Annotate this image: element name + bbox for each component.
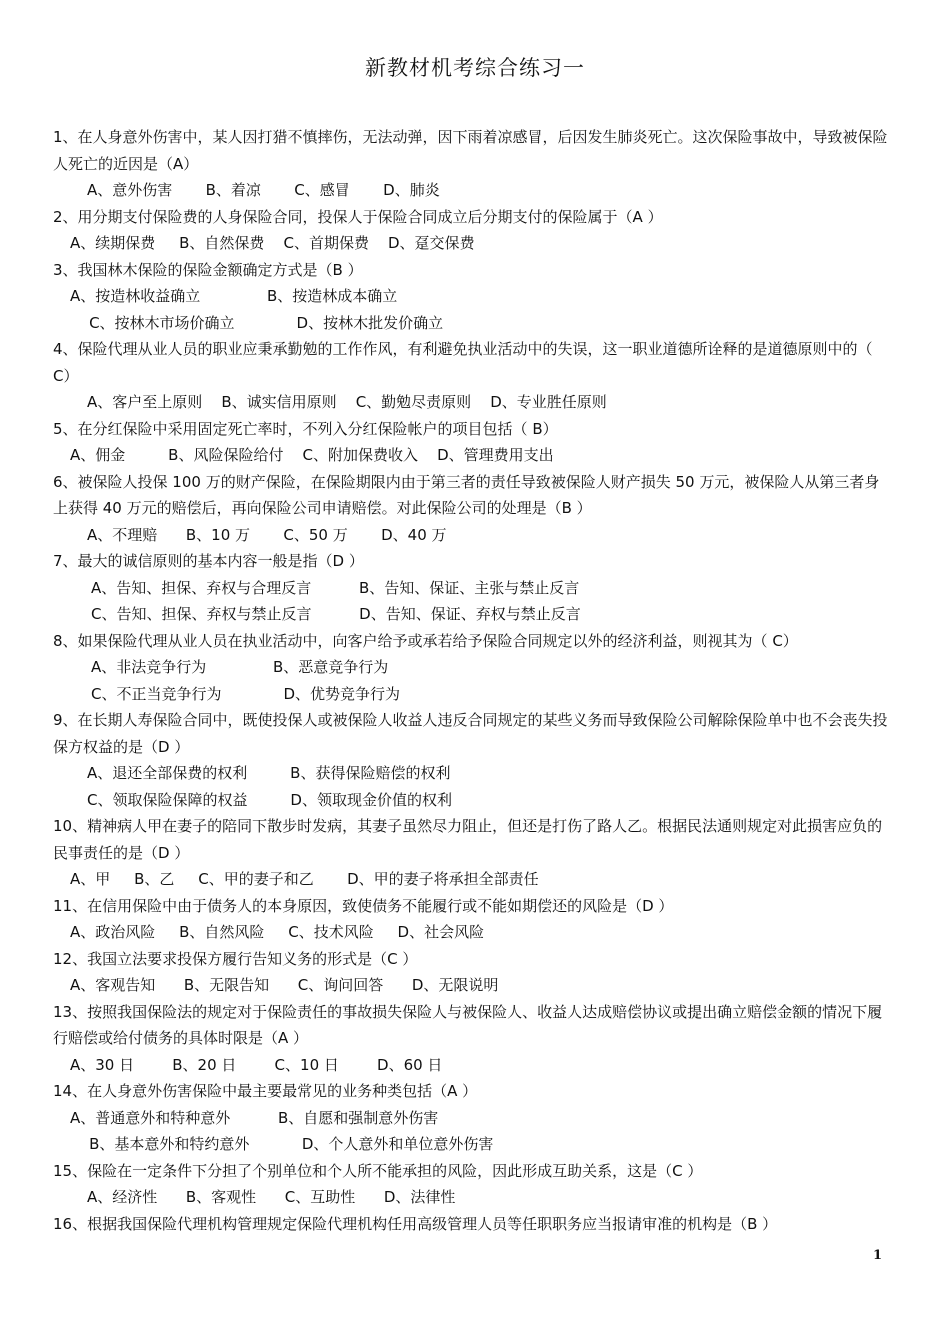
question-options: A、佣金 B、风险保险给付 C、附加保费收入 D、管理费用支出 — [70, 446, 554, 464]
question-options: A、普通意外和特种意外 B、自愿和强制意外伤害 — [70, 1108, 439, 1127]
question-stem: 6、被保险人投保 100 万的财产保险，在保险期限内由于第三者的责任导致被保险人财产损失 50 万元，被保险人从第三者身上获得 40 万元的赔偿后，再向保险公司申请赔偿。对此保险公司的处理是（B ） — [53, 472, 880, 517]
question-stem: 16、根据我国保险代理机构管理规定保险代理机构任用高级管理人员等任职职务应当报请审准的机构是（B ） — [53, 1214, 778, 1233]
question-stem: 8、如果保险代理从业人员在执业活动中，向客户给予或承若给予保险合同规定以外的经济利益，则视其为（ C） — [53, 631, 798, 650]
question-options: A、非法竞争行为 B、恶意竞争行为 — [91, 658, 389, 676]
question-stem: 7、最大的诚信原则的基本内容一般是指（D ） — [53, 552, 364, 570]
question-options: A、客观告知 B、无限告知 C、询问回答 D、无限说明 — [70, 976, 499, 994]
question-options: A、经济性 B、客观性 C、互助性 D、法律性 — [87, 1188, 456, 1206]
question-options: C、按林木市场价确立 D、按林木批发价确立 — [70, 313, 444, 332]
question-stem: 12、我国立法要求投保方履行告知义务的形式是（C ） — [53, 949, 418, 968]
question-options: A、续期保费 B、自然保费 C、首期保费 D、趸交保费 — [70, 234, 475, 252]
question-list — [53, 124, 888, 1237]
question-options: A、告知、担保、弃权与合理反言 B、告知、保证、主张与禁止反言 — [91, 578, 580, 597]
question-options: A、意外伤害 B、着凉 C、感冒 D、肺炎 — [87, 181, 440, 199]
question-options: C、告知、担保、弃权与禁止反言 D、告知、保证、弃权与禁止反言 — [91, 605, 581, 623]
question-stem: 2、用分期支付保险费的人身保险合同，投保人于保险合同成立后分期支付的保险属于（A ） — [53, 207, 663, 226]
question-options: A、甲 B、乙 C、甲的妻子和乙 D、甲的妻子将承担全部责任 — [70, 870, 539, 888]
question-options: A、不理赔 B、10 万 C、50 万 D、40 万 — [87, 525, 447, 544]
question-stem: 15、保险在一定条件下分担了个别单位和个人所不能承担的风险，因此形成互助关系，这是（C ） — [53, 1161, 703, 1180]
question-options: A、按造林收益确立 B、按造林成本确立 — [70, 287, 398, 305]
document-title: 新教材机考综合练习一 — [365, 56, 585, 80]
question-stem: 5、在分红保险中采用固定死亡率时，不列入分红保险帐户的项目包括（ B） — [53, 419, 558, 438]
page-number: 1 — [872, 1248, 882, 1263]
question-stem: 4、保险代理从业人员的职业应秉承勤勉的工作作风，有利避免执业活动中的失误，这一职业道德所诠释的是道德原则中的（ C） — [53, 340, 873, 385]
question-options: A、30 日 B、20 日 C、10 日 D、60 日 — [70, 1055, 443, 1074]
question-stem: 9、在长期人寿保险合同中，既使投保人或被保险人收益人违反合同规定的某些义务而导致保险公司解除保险单中也不会丧失投保方权益的是（D ） — [53, 711, 888, 756]
question-stem: 1、在人身意外伤害中，某人因打猎不慎摔伤，无法动弹，因下雨着凉感冒，后因发生肺炎死亡。这次保险事故中，导致被保险人死亡的近因是（A） — [53, 128, 888, 173]
question-stem: 14、在人身意外伤害保险中最主要最常见的业务种类包括（A ） — [53, 1082, 478, 1100]
question-options: A、退还全部保费的权利 B、获得保险赔偿的权利 — [87, 764, 451, 782]
question-stem: 10、精神病人甲在妻子的陪同下散步时发病，其妻子虽然尽力阻止，但还是打伤了路人乙。根据民法通则规定对此损害应负的民事责任的是（D ） — [53, 817, 883, 862]
question-stem: 3、我国林木保险的保险金额确定方式是（B ） — [53, 260, 363, 279]
question-options: B、基本意外和特约意外 D、个人意外和单位意外伤害 — [70, 1135, 494, 1153]
question-stem: 11、在信用保险中由于债务人的本身原因，致使债务不能履行或不能如期偿还的风险是（D ） — [53, 896, 674, 915]
question-options: A、政治风险 B、自然风险 C、技术风险 D、社会风险 — [70, 923, 485, 941]
question-options: A、客户至上原则 B、诚实信用原则 C、勤勉尽责原则 D、专业胜任原则 — [87, 393, 607, 411]
question-options: C、不正当竞争行为 D、优势竞争行为 — [91, 684, 401, 703]
question-options: C、领取保险保障的权益 D、领取现金价值的权利 — [87, 790, 452, 809]
question-stem: 13、按照我国保险法的规定对于保险责任的事故损失保险人与被保险人、收益人达成赔偿协议或提出确立赔偿金额的情况下履行赔偿或给付债务的具体时限是（A ） — [53, 1002, 883, 1047]
